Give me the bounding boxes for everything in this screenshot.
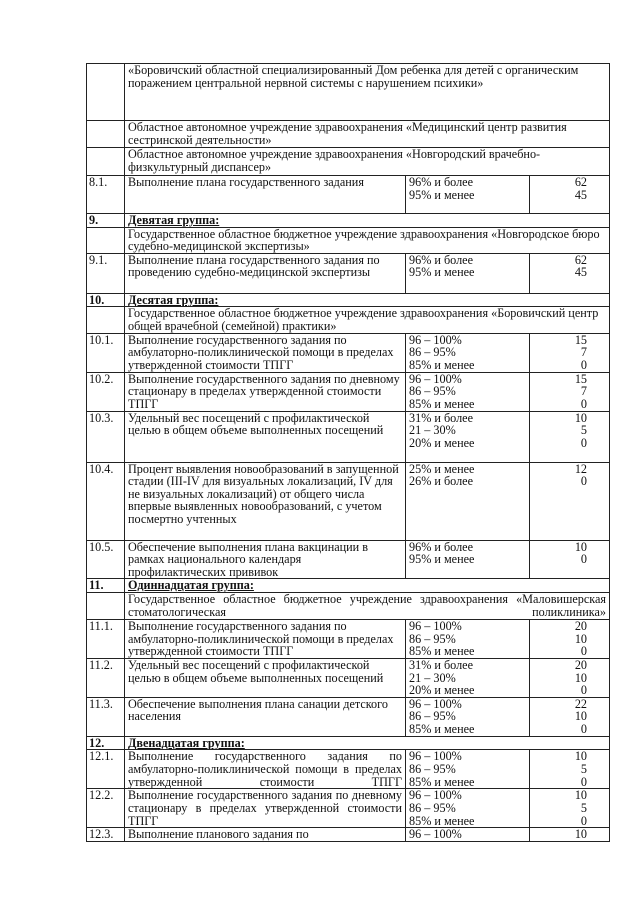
row-number bbox=[87, 227, 125, 253]
indicator-row bbox=[87, 697, 610, 736]
points-value: 7 bbox=[580, 345, 588, 360]
points-values bbox=[530, 697, 610, 736]
group-header-row bbox=[87, 293, 610, 307]
points-value: 10 bbox=[574, 540, 588, 554]
range-value: 86 – 95% bbox=[409, 709, 456, 724]
row-number: 12.3. bbox=[87, 828, 125, 842]
value-ranges bbox=[406, 789, 530, 828]
range-value: 96 – 100% bbox=[409, 697, 462, 711]
value-ranges bbox=[406, 828, 530, 842]
range-value: 85% и менее bbox=[409, 396, 475, 411]
indicator-description: Удельный вес посещений с профилактической целью в общем объеме выполненных посещений bbox=[125, 658, 406, 697]
indicator-row bbox=[87, 619, 610, 658]
indicator-description: Выполнение государственного задания по амбулаторно-поликлинической помощи в пределах утвержденной стоимости ТПГГ bbox=[125, 619, 406, 658]
institution-name: Областное автономное учреждение здравоохранения «Медицинский центр развития сестринской деятельности» bbox=[125, 121, 610, 148]
institution-name: «Боровичский областной специализированный Дом ребенка для детей с органическим поражением центральной нервной системы с нарушением психики» bbox=[125, 64, 610, 121]
indicator-row bbox=[87, 789, 610, 828]
points-value: 10 bbox=[574, 631, 588, 646]
points-values bbox=[530, 828, 610, 842]
indicator-row bbox=[87, 828, 610, 842]
range-value: 20% и менее bbox=[409, 683, 475, 698]
range-value: 86 – 95% bbox=[409, 761, 456, 776]
institution-row bbox=[87, 64, 610, 121]
points-value: 45 bbox=[574, 187, 588, 202]
value-ranges bbox=[406, 253, 530, 293]
points-value: 10 bbox=[574, 749, 588, 764]
indicator-description: Выполнение планового задания по bbox=[125, 828, 406, 842]
row-number bbox=[87, 592, 125, 619]
points-value: 10 bbox=[574, 709, 588, 724]
group-title: Одиннадцатая группа: bbox=[125, 579, 610, 593]
row-number: 11.3. bbox=[87, 697, 125, 736]
range-value: 85% и менее bbox=[409, 774, 475, 789]
indicator-description: Процент выявления новообразований в запущенной стадии (III-IV для визуальных локализаций, IV для не визуальных локализаций) от общего числа впервые выявленных новообразований, с учетом посмертно учтенных bbox=[125, 462, 406, 540]
institution-row bbox=[87, 121, 610, 148]
points-value: 0 bbox=[580, 683, 588, 698]
row-number bbox=[87, 64, 125, 121]
range-value: 85% и менее bbox=[409, 644, 475, 659]
range-value: 95% и менее bbox=[409, 187, 475, 202]
range-value: 21 – 30% bbox=[409, 423, 456, 438]
row-number: 9. bbox=[87, 214, 125, 228]
range-value: 25% и менее bbox=[409, 462, 475, 476]
group-title: Десятая группа: bbox=[125, 293, 610, 307]
institution-name: Государственное областное бюджетное учреждение здравоохранения «Новгородское бюро судебно-медицинской экспертизы» bbox=[125, 227, 610, 253]
indicator-description: Выполнение государственного задания по дневному стационару в пределах утвержденной стоимости ТПГГ bbox=[125, 789, 406, 828]
range-value: 96 – 100% bbox=[409, 749, 462, 764]
indicator-row bbox=[87, 333, 610, 372]
points-value: 7 bbox=[580, 384, 588, 399]
range-value: 21 – 30% bbox=[409, 670, 456, 685]
indicator-row bbox=[87, 462, 610, 540]
range-value: 86 – 95% bbox=[409, 631, 456, 646]
group-title: Девятая группа: bbox=[125, 214, 610, 228]
range-value: 96% и более bbox=[409, 175, 473, 189]
group-header-row bbox=[87, 579, 610, 593]
points-value: 20 bbox=[574, 619, 588, 633]
row-number: 8.1. bbox=[87, 176, 125, 214]
points-values bbox=[530, 372, 610, 411]
range-value: 85% и менее bbox=[409, 813, 475, 828]
points-value: 15 bbox=[574, 372, 588, 386]
row-number: 9.1. bbox=[87, 253, 125, 293]
points-value: 12 bbox=[574, 462, 588, 476]
row-number: 10.2. bbox=[87, 372, 125, 411]
points-value: 0 bbox=[580, 552, 588, 567]
points-values bbox=[530, 658, 610, 697]
indicator-description: Выполнение государственного задания по амбулаторно-поликлинической помощи в пределах утвержденной стоимости ТПГГ bbox=[125, 750, 406, 789]
value-ranges bbox=[406, 619, 530, 658]
value-ranges bbox=[406, 750, 530, 789]
row-number: 10.4. bbox=[87, 462, 125, 540]
group-header-row bbox=[87, 214, 610, 228]
range-value: 96% и более bbox=[409, 540, 473, 554]
range-value: 26% и более bbox=[409, 474, 473, 489]
row-number: 11.1. bbox=[87, 619, 125, 658]
range-value: 85% и менее bbox=[409, 357, 475, 372]
points-value: 0 bbox=[580, 644, 588, 659]
points-values bbox=[530, 176, 610, 214]
institution-name: Областное автономное учреждение здравоохранения «Новгородский врачебно-физкультурный диспансер» bbox=[125, 148, 610, 176]
value-ranges bbox=[406, 462, 530, 540]
institution-row bbox=[87, 148, 610, 176]
value-ranges bbox=[406, 658, 530, 697]
points-value: 5 bbox=[580, 423, 588, 438]
points-value: 0 bbox=[580, 357, 588, 372]
institution-name: Государственное областное бюджетное учреждение здравоохранения «Боровичский центр общей врачебной (семейной) практики» bbox=[125, 307, 610, 333]
range-value: 85% и менее bbox=[409, 721, 475, 736]
range-value: 96% и более bbox=[409, 253, 473, 267]
range-value: 96 – 100% bbox=[409, 333, 462, 347]
points-value: 0 bbox=[580, 474, 588, 489]
indicator-row bbox=[87, 411, 610, 462]
range-value: 96 – 100% bbox=[409, 372, 462, 386]
range-value: 96 – 100% bbox=[409, 827, 462, 842]
indicator-description: Обеспечение выполнения плана вакцинации в рамках национального календаря профилактических прививок bbox=[125, 540, 406, 579]
row-number: 11.2. bbox=[87, 658, 125, 697]
points-value: 0 bbox=[580, 813, 588, 828]
value-ranges bbox=[406, 411, 530, 462]
row-number: 10.1. bbox=[87, 333, 125, 372]
indicator-description: Выполнение плана государственного задания bbox=[125, 176, 406, 214]
row-number bbox=[87, 307, 125, 333]
value-ranges bbox=[406, 333, 530, 372]
points-value: 0 bbox=[580, 721, 588, 736]
institution-row bbox=[87, 592, 610, 619]
indicator-description: Выполнение государственного задания по амбулаторно-поликлинической помощи в пределах утвержденной стоимости ТПГГ bbox=[125, 333, 406, 372]
indicator-row bbox=[87, 372, 610, 411]
range-value: 86 – 95% bbox=[409, 345, 456, 360]
indicator-description: Выполнение государственного задания по дневному стационару в пределах утвержденной стоимости ТПГГ bbox=[125, 372, 406, 411]
points-value: 0 bbox=[580, 774, 588, 789]
points-value: 10 bbox=[574, 827, 588, 842]
points-values bbox=[530, 789, 610, 828]
range-value: 96 – 100% bbox=[409, 619, 462, 633]
points-value: 22 bbox=[574, 697, 588, 711]
points-value: 5 bbox=[580, 800, 588, 815]
points-values bbox=[530, 619, 610, 658]
indicator-row bbox=[87, 176, 610, 214]
points-values bbox=[530, 333, 610, 372]
row-number: 10.3. bbox=[87, 411, 125, 462]
range-value: 20% и менее bbox=[409, 435, 475, 450]
indicator-row bbox=[87, 253, 610, 293]
points-value: 10 bbox=[574, 788, 588, 803]
row-number: 11. bbox=[87, 579, 125, 593]
row-number: 12.2. bbox=[87, 789, 125, 828]
range-value: 96 – 100% bbox=[409, 788, 462, 803]
points-values bbox=[530, 253, 610, 293]
row-number: 12.1. bbox=[87, 750, 125, 789]
range-value: 86 – 95% bbox=[409, 800, 456, 815]
group-title: Двенадцатая группа: bbox=[125, 736, 610, 750]
indicator-description: Обеспечение выполнения плана санации детского населения bbox=[125, 697, 406, 736]
institution-row bbox=[87, 307, 610, 333]
indicator-row bbox=[87, 658, 610, 697]
points-value: 45 bbox=[574, 265, 588, 280]
value-ranges bbox=[406, 372, 530, 411]
indicators-table-body bbox=[87, 64, 610, 842]
points-values bbox=[530, 540, 610, 579]
row-number: 10. bbox=[87, 293, 125, 307]
indicator-row bbox=[87, 540, 610, 579]
institution-row bbox=[87, 227, 610, 253]
points-value: 0 bbox=[580, 396, 588, 411]
range-value: 31% и более bbox=[409, 411, 473, 425]
range-value: 31% и более bbox=[409, 658, 473, 672]
indicator-description: Удельный вес посещений с профилактической целью в общем объеме выполненных посещений bbox=[125, 411, 406, 462]
indicator-description: Выполнение плана государственного задания по проведению судебно-медицинской экспертизы bbox=[125, 253, 406, 293]
row-number bbox=[87, 121, 125, 148]
range-value: 95% и менее bbox=[409, 552, 475, 567]
indicators-table bbox=[86, 63, 610, 842]
points-value: 62 bbox=[574, 253, 588, 267]
institution-name: Государственное областное бюджетное учреждение здравоохранения «Маловишерская стоматологическая поликлиника» bbox=[125, 592, 610, 619]
points-values bbox=[530, 750, 610, 789]
value-ranges bbox=[406, 697, 530, 736]
value-ranges bbox=[406, 176, 530, 214]
value-ranges bbox=[406, 540, 530, 579]
points-value: 20 bbox=[574, 658, 588, 672]
range-value: 86 – 95% bbox=[409, 384, 456, 399]
points-value: 0 bbox=[580, 435, 588, 450]
document-page bbox=[86, 63, 609, 842]
indicator-row bbox=[87, 750, 610, 789]
points-value: 15 bbox=[574, 333, 588, 347]
group-header-row bbox=[87, 736, 610, 750]
row-number: 10.5. bbox=[87, 540, 125, 579]
points-value: 10 bbox=[574, 670, 588, 685]
range-value: 95% и менее bbox=[409, 265, 475, 280]
points-values bbox=[530, 462, 610, 540]
points-value: 10 bbox=[574, 411, 588, 425]
points-value: 62 bbox=[574, 175, 588, 189]
points-values bbox=[530, 411, 610, 462]
row-number: 12. bbox=[87, 736, 125, 750]
points-value: 5 bbox=[580, 761, 588, 776]
row-number bbox=[87, 148, 125, 176]
